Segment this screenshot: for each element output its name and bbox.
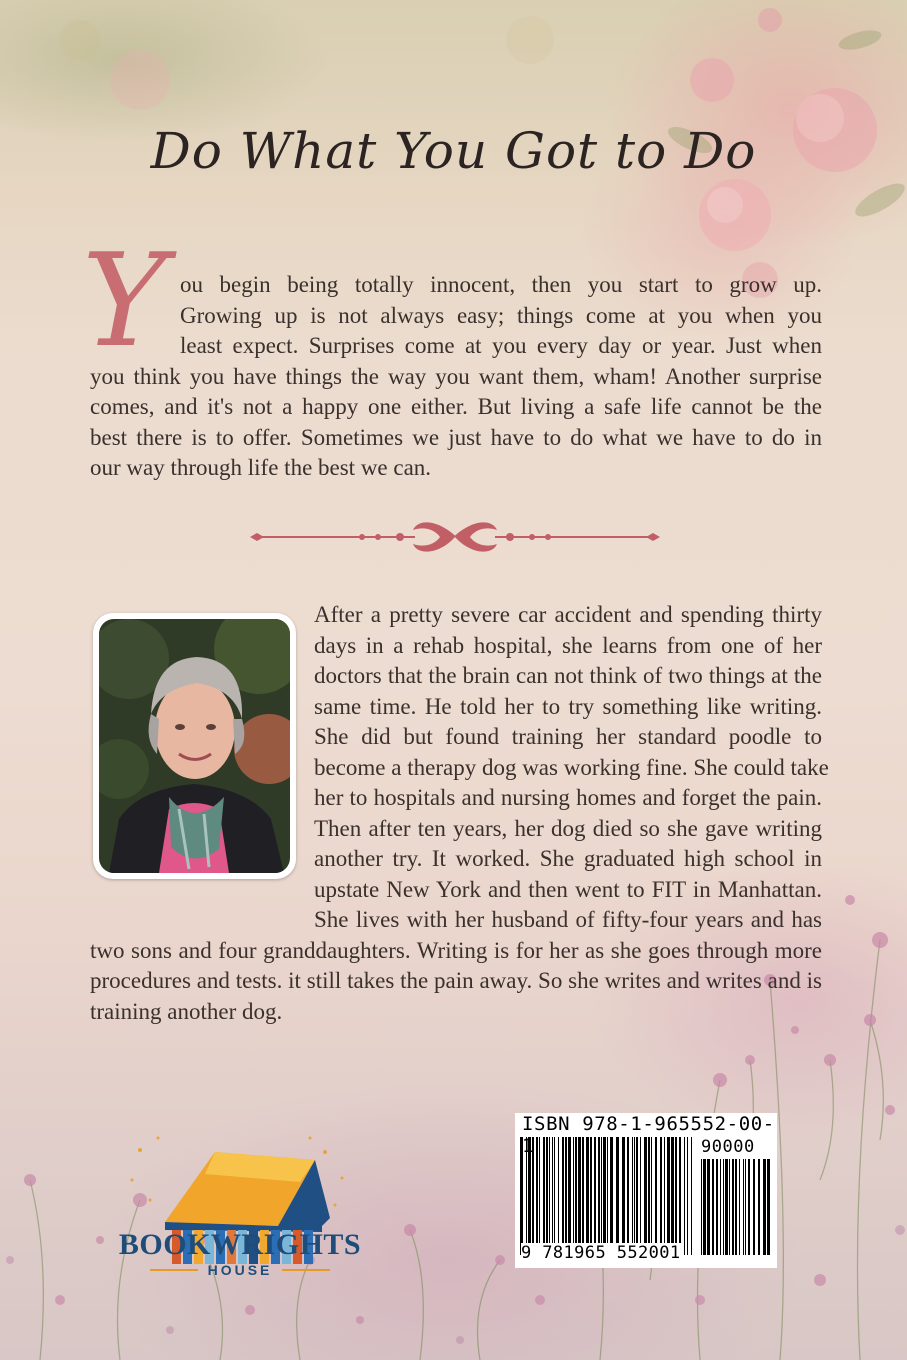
price-code: 90000	[701, 1137, 755, 1157]
author-photo	[93, 613, 296, 879]
publisher-name: BOOKWRIGHTS	[118, 1228, 362, 1261]
bio-line: She did but found training her standard poodle to	[314, 724, 822, 749]
intro-line: comes, and it's not a happy one either. But living a safe life cannot be the	[90, 394, 822, 419]
bio-line: her to hospitals and nursing homes and forget the pain.	[314, 785, 822, 810]
price-barcode-bars	[701, 1159, 771, 1255]
bio-line: She lives with her husband of fifty-four years and has	[314, 907, 822, 932]
publisher-subname: HOUSE	[207, 1262, 273, 1278]
intro-line: Growing up is not always easy; things come at you when you	[180, 302, 822, 328]
bio-line: procedures and tests. it still takes the pain away. So she writes and writes and is	[90, 968, 822, 993]
book-title: Do What You Got to Do	[150, 122, 757, 180]
bio-line: doctors that the brain can not think of two things at the	[314, 663, 822, 688]
isbn-barcode	[515, 1113, 777, 1268]
decorative-divider-ornament	[250, 508, 660, 568]
bio-line: After a pretty severe car accident and spending thirty	[314, 602, 822, 627]
bio-line: days in a rehab hospital, she learns from one of her	[314, 632, 822, 658]
bio-line: same time. He told her to try something like writing.	[314, 693, 822, 719]
bio-line: training another dog.	[90, 998, 283, 1024]
author-portrait-image	[99, 619, 290, 873]
bio-line: another try. It worked. She graduated high school in	[314, 846, 822, 871]
intro-line: our way through life the best we can.	[90, 455, 432, 480]
intro-line: ou begin being totally innocent, then you start to grow up.	[180, 272, 822, 297]
bio-line: two sons and four granddaughters. Writing is for her as she goes through more	[90, 937, 822, 963]
bio-line: upstate New York and then went to FIT in Manhattan.	[314, 876, 822, 902]
intro-paragraph	[90, 270, 822, 484]
isbn-text: ISBN 978-1-965552-00-	[522, 1113, 775, 1135]
bio-line: Then after ten years, her dog died so she gave writing	[314, 815, 822, 841]
intro-line: you think you have things the way you want them, wham! Another surprise	[90, 363, 822, 389]
ean-barcode-bars	[520, 1137, 694, 1255]
bio-line: become a therapy dog was working fine. She could take	[314, 754, 829, 780]
intro-line: best there is to offer. Sometimes we just have to do what we have to do in	[90, 424, 822, 450]
intro-line: least expect. Surprises come at you every day or year. Just when	[180, 333, 822, 358]
ean-number: 9 781965 552001	[521, 1243, 681, 1263]
drop-cap-letter: Y	[82, 227, 167, 376]
